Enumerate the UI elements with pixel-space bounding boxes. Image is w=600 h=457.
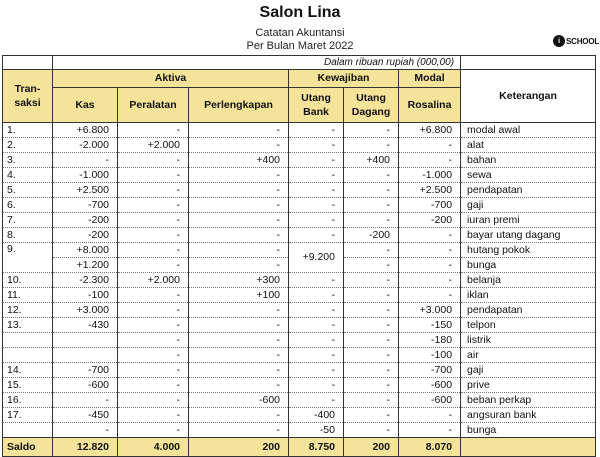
cell-kas: -100 bbox=[53, 288, 118, 303]
total-modal: 8.070 bbox=[399, 438, 461, 457]
cell-modal: - bbox=[399, 258, 461, 273]
cell-perlengkapan: - bbox=[189, 138, 289, 153]
cell-utang-dagang: -200 bbox=[344, 228, 399, 243]
total-perlengkapan: 200 bbox=[189, 438, 289, 457]
cell-keterangan: prive bbox=[461, 378, 596, 393]
table-row bbox=[3, 303, 596, 318]
cell-kas: -200 bbox=[53, 213, 118, 228]
cell-kas: -1.000 bbox=[53, 168, 118, 183]
col-utang-dagang: Utang Dagang bbox=[344, 88, 399, 123]
cell-kas: +1.200 bbox=[53, 258, 118, 273]
col-utang-bank: Utang Bank bbox=[289, 88, 344, 123]
cell-kas bbox=[53, 333, 118, 348]
report-subtitle-type: Catatan Akuntansi bbox=[255, 27, 345, 39]
cell-utang-dagang: - bbox=[344, 348, 399, 363]
cell-peralatan: - bbox=[118, 363, 189, 378]
cell-modal: -600 bbox=[399, 393, 461, 408]
cell-modal: - bbox=[399, 273, 461, 288]
col-group-aktiva: Aktiva bbox=[53, 70, 289, 88]
cell-utang-dagang: - bbox=[344, 213, 399, 228]
cell-modal: +2.500 bbox=[399, 183, 461, 198]
cell-keterangan: listrik bbox=[461, 333, 596, 348]
cell-keterangan: bunga bbox=[461, 258, 596, 273]
cell-utang-bank: - bbox=[289, 273, 344, 288]
cell-utang-bank: - bbox=[289, 138, 344, 153]
col-kas: Kas bbox=[53, 88, 118, 123]
cell-perlengkapan: -600 bbox=[189, 393, 289, 408]
col-perlengkapan: Perlengkapan bbox=[189, 88, 289, 123]
cell-utang-dagang: - bbox=[344, 408, 399, 423]
cell-peralatan: - bbox=[118, 318, 189, 333]
table-row bbox=[3, 243, 596, 258]
cell-perlengkapan: - bbox=[189, 333, 289, 348]
cell-peralatan: - bbox=[118, 183, 189, 198]
cell-keterangan: alat bbox=[461, 138, 596, 153]
total-peralatan: 4.000 bbox=[118, 438, 189, 457]
cell-keterangan: pendapatan bbox=[461, 183, 596, 198]
cell-utang-bank: -50 bbox=[289, 423, 344, 438]
cell-utang-dagang: - bbox=[344, 198, 399, 213]
cell-kas: - bbox=[53, 423, 118, 438]
cell-peralatan: - bbox=[118, 243, 189, 258]
cell-perlengkapan: - bbox=[189, 243, 289, 258]
table-row bbox=[3, 288, 596, 303]
unit-row-spacer-right bbox=[461, 56, 596, 70]
cell-peralatan: +2.000 bbox=[118, 138, 189, 153]
cell-peralatan: - bbox=[118, 423, 189, 438]
cell-transaksi: 16. bbox=[3, 393, 53, 408]
cell-utang-dagang: - bbox=[344, 243, 399, 258]
cell-utang-bank: - bbox=[289, 348, 344, 363]
cell-keterangan: gaji bbox=[461, 198, 596, 213]
cell-keterangan: pendapatan bbox=[461, 303, 596, 318]
cell-peralatan: - bbox=[118, 333, 189, 348]
cell-utang-dagang: - bbox=[344, 123, 399, 138]
cell-peralatan: - bbox=[118, 348, 189, 363]
cell-utang-dagang: - bbox=[344, 318, 399, 333]
cell-modal: -700 bbox=[399, 363, 461, 378]
col-transaksi bbox=[3, 70, 53, 123]
cell-peralatan: - bbox=[118, 153, 189, 168]
cell-perlengkapan: - bbox=[189, 198, 289, 213]
cell-utang-bank: - bbox=[289, 303, 344, 318]
cell-utang-bank: - bbox=[289, 213, 344, 228]
cell-kas: +2.500 bbox=[53, 183, 118, 198]
cell-transaksi: 10. bbox=[3, 273, 53, 288]
table-row bbox=[3, 423, 596, 438]
logo-mark-icon: i bbox=[553, 35, 565, 47]
cell-utang-bank: - bbox=[289, 198, 344, 213]
cell-utang-dagang: - bbox=[344, 138, 399, 153]
cell-modal: -700 bbox=[399, 198, 461, 213]
total-kas: 12.820 bbox=[53, 438, 118, 457]
accounting-table bbox=[2, 55, 596, 457]
cell-keterangan: telpon bbox=[461, 318, 596, 333]
table-row bbox=[3, 228, 596, 243]
cell-modal: - bbox=[399, 228, 461, 243]
cell-utang-dagang: - bbox=[344, 168, 399, 183]
cell-modal: -1.000 bbox=[399, 168, 461, 183]
cell-perlengkapan: - bbox=[189, 423, 289, 438]
cell-modal: - bbox=[399, 408, 461, 423]
cell-transaksi: 14. bbox=[3, 363, 53, 378]
cell-modal: - bbox=[399, 138, 461, 153]
table-row bbox=[3, 273, 596, 288]
col-keterangan: Keterangan bbox=[461, 70, 596, 123]
cell-utang-bank: - bbox=[289, 228, 344, 243]
cell-kas: +3.000 bbox=[53, 303, 118, 318]
cell-utang-dagang: +400 bbox=[344, 153, 399, 168]
cell-utang-bank: - bbox=[289, 363, 344, 378]
cell-utang-dagang: - bbox=[344, 258, 399, 273]
cell-peralatan: - bbox=[118, 198, 189, 213]
table-row bbox=[3, 183, 596, 198]
cell-perlengkapan: - bbox=[189, 378, 289, 393]
cell-utang-dagang: - bbox=[344, 393, 399, 408]
cell-utang-dagang: - bbox=[344, 333, 399, 348]
cell-keterangan: bunga bbox=[461, 423, 596, 438]
cell-keterangan: gaji bbox=[461, 363, 596, 378]
unit-row-spacer bbox=[3, 56, 53, 70]
report-title: Salon Lina bbox=[259, 4, 341, 21]
cell-utang-bank: - bbox=[289, 333, 344, 348]
cell-modal: - bbox=[399, 153, 461, 168]
cell-transaksi: 7. bbox=[3, 213, 53, 228]
table-row bbox=[3, 153, 596, 168]
transaction-rows bbox=[3, 123, 596, 457]
cell-transaksi: 6. bbox=[3, 198, 53, 213]
cell-peralatan: - bbox=[118, 393, 189, 408]
cell-kas: -700 bbox=[53, 198, 118, 213]
cell-peralatan: +2.000 bbox=[118, 273, 189, 288]
cell-utang-dagang: - bbox=[344, 288, 399, 303]
cell-perlengkapan: - bbox=[189, 303, 289, 318]
table-row bbox=[3, 123, 596, 138]
cell-perlengkapan: - bbox=[189, 123, 289, 138]
cell-utang-dagang: - bbox=[344, 303, 399, 318]
cell-utang-bank: - bbox=[289, 123, 344, 138]
cell-utang-bank: -400 bbox=[289, 408, 344, 423]
cell-peralatan: - bbox=[118, 303, 189, 318]
cell-perlengkapan: +300 bbox=[189, 273, 289, 288]
cell-kas: - bbox=[53, 393, 118, 408]
col-group-modal: Modal bbox=[399, 70, 461, 88]
cell-perlengkapan: +100 bbox=[189, 288, 289, 303]
cell-keterangan: bayar utang dagang bbox=[461, 228, 596, 243]
cell-perlengkapan: - bbox=[189, 363, 289, 378]
cell-utang-bank: - bbox=[289, 378, 344, 393]
cell-utang-bank: +9.200 bbox=[289, 243, 344, 273]
cell-utang-dagang: - bbox=[344, 183, 399, 198]
cell-kas bbox=[53, 348, 118, 363]
cell-kas: +8.000 bbox=[53, 243, 118, 258]
cell-transaksi bbox=[3, 348, 53, 363]
cell-keterangan: sewa bbox=[461, 168, 596, 183]
cell-utang-dagang: - bbox=[344, 273, 399, 288]
cell-transaksi bbox=[3, 333, 53, 348]
cell-perlengkapan: - bbox=[189, 168, 289, 183]
cell-utang-dagang: - bbox=[344, 378, 399, 393]
cell-keterangan: beban perkap bbox=[461, 393, 596, 408]
cell-kas: -450 bbox=[53, 408, 118, 423]
cell-keterangan: iuran premi bbox=[461, 213, 596, 228]
total-utang-bank: 8.750 bbox=[289, 438, 344, 457]
cell-kas: - bbox=[53, 153, 118, 168]
cell-keterangan: bahan bbox=[461, 153, 596, 168]
cell-modal: - bbox=[399, 423, 461, 438]
report-subtitle-period: Per Bulan Maret 2022 bbox=[246, 40, 354, 52]
cell-peralatan: - bbox=[118, 213, 189, 228]
cell-peralatan: - bbox=[118, 258, 189, 273]
col-transaksi-label: Tran-saksi bbox=[14, 83, 41, 109]
cell-keterangan: belanja bbox=[461, 273, 596, 288]
cell-peralatan: - bbox=[118, 408, 189, 423]
brand-logo bbox=[553, 35, 599, 47]
cell-utang-bank: - bbox=[289, 153, 344, 168]
table-row bbox=[3, 408, 596, 423]
cell-kas: -600 bbox=[53, 378, 118, 393]
cell-utang-bank: - bbox=[289, 183, 344, 198]
cell-keterangan: hutang pokok bbox=[461, 243, 596, 258]
cell-kas: -200 bbox=[53, 228, 118, 243]
cell-perlengkapan: - bbox=[189, 258, 289, 273]
table-row bbox=[3, 138, 596, 153]
cell-transaksi: 1. bbox=[3, 123, 53, 138]
cell-transaksi: 5. bbox=[3, 183, 53, 198]
cell-utang-bank: - bbox=[289, 318, 344, 333]
total-utang-dagang: 200 bbox=[344, 438, 399, 457]
table-row bbox=[3, 363, 596, 378]
cell-perlengkapan: - bbox=[189, 348, 289, 363]
cell-transaksi: 13. bbox=[3, 318, 53, 333]
cell-transaksi: 17. bbox=[3, 408, 53, 423]
cell-keterangan: modal awal bbox=[461, 123, 596, 138]
cell-transaksi: 9. bbox=[3, 243, 53, 273]
table-row bbox=[3, 333, 596, 348]
cell-perlengkapan: - bbox=[189, 408, 289, 423]
cell-modal: -600 bbox=[399, 378, 461, 393]
cell-modal: -200 bbox=[399, 213, 461, 228]
cell-transaksi: 2. bbox=[3, 138, 53, 153]
cell-transaksi: 15. bbox=[3, 378, 53, 393]
cell-transaksi: 8. bbox=[3, 228, 53, 243]
cell-kas: -2.000 bbox=[53, 138, 118, 153]
cell-perlengkapan: - bbox=[189, 318, 289, 333]
cell-peralatan: - bbox=[118, 228, 189, 243]
cell-transaksi: 4. bbox=[3, 168, 53, 183]
cell-modal: +3.000 bbox=[399, 303, 461, 318]
total-row bbox=[3, 438, 596, 457]
cell-modal: -100 bbox=[399, 348, 461, 363]
cell-kas: -700 bbox=[53, 363, 118, 378]
unit-note: Dalam ribuan rupiah (000,00) bbox=[53, 56, 461, 70]
col-group-kewajiban: Kewajiban bbox=[289, 70, 399, 88]
cell-transaksi bbox=[3, 423, 53, 438]
cell-peralatan: - bbox=[118, 378, 189, 393]
cell-perlengkapan: - bbox=[189, 213, 289, 228]
table-row bbox=[3, 348, 596, 363]
cell-keterangan: angsuran bank bbox=[461, 408, 596, 423]
cell-modal: - bbox=[399, 288, 461, 303]
table-row bbox=[3, 168, 596, 183]
cell-modal: +6.800 bbox=[399, 123, 461, 138]
cell-perlengkapan: - bbox=[189, 228, 289, 243]
cell-peralatan: - bbox=[118, 288, 189, 303]
table-row bbox=[3, 393, 596, 408]
cell-modal: -180 bbox=[399, 333, 461, 348]
cell-utang-bank: - bbox=[289, 168, 344, 183]
table-row bbox=[3, 318, 596, 333]
cell-utang-bank: - bbox=[289, 288, 344, 303]
cell-kas: +6.800 bbox=[53, 123, 118, 138]
logo-text: SCHOOL bbox=[566, 36, 600, 46]
cell-perlengkapan: - bbox=[189, 183, 289, 198]
cell-transaksi: 11. bbox=[3, 288, 53, 303]
cell-peralatan: - bbox=[118, 168, 189, 183]
cell-transaksi: 12. bbox=[3, 303, 53, 318]
col-peralatan: Peralatan bbox=[118, 88, 189, 123]
cell-perlengkapan: +400 bbox=[189, 153, 289, 168]
cell-utang-bank: - bbox=[289, 393, 344, 408]
cell-keterangan: iklan bbox=[461, 288, 596, 303]
cell-kas: -2.300 bbox=[53, 273, 118, 288]
cell-utang-dagang: - bbox=[344, 363, 399, 378]
cell-keterangan: air bbox=[461, 348, 596, 363]
cell-kas: -430 bbox=[53, 318, 118, 333]
table-row bbox=[3, 378, 596, 393]
table-row bbox=[3, 198, 596, 213]
cell-modal: - bbox=[399, 243, 461, 258]
cell-utang-dagang: - bbox=[344, 423, 399, 438]
cell-peralatan: - bbox=[118, 123, 189, 138]
total-keterangan bbox=[461, 438, 596, 457]
cell-transaksi: 3. bbox=[3, 153, 53, 168]
col-rosalina: Rosalina bbox=[399, 88, 461, 123]
total-label: Saldo bbox=[3, 438, 53, 457]
table-row bbox=[3, 213, 596, 228]
cell-modal: -150 bbox=[399, 318, 461, 333]
